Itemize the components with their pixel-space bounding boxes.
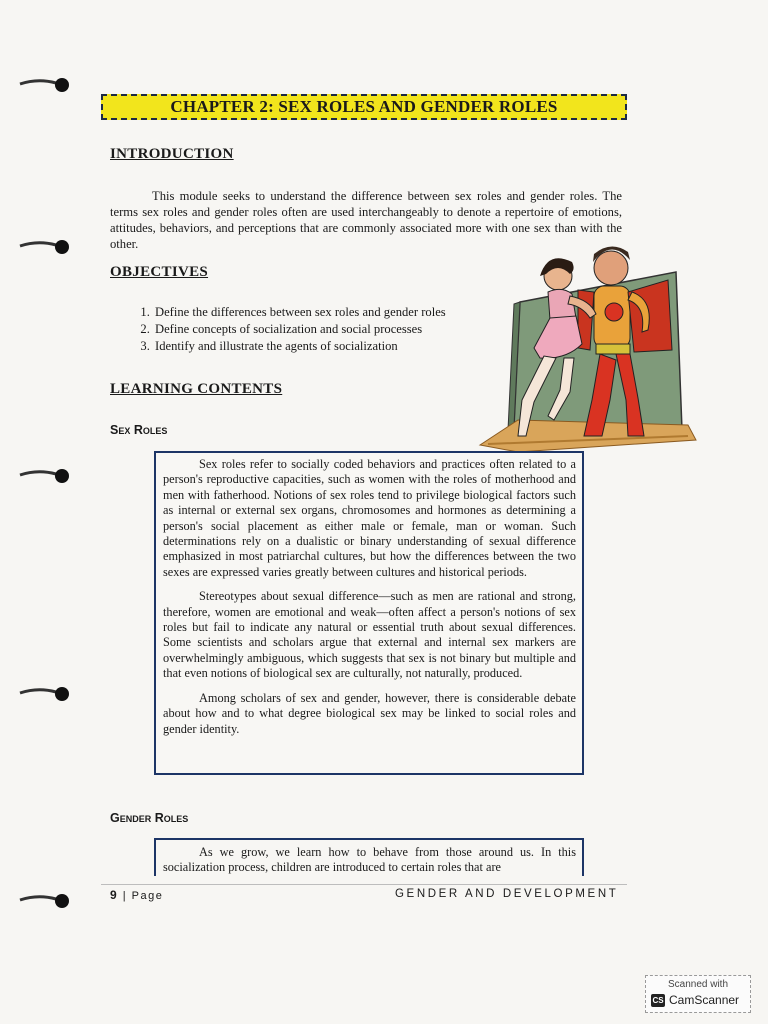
couple-illustration (478, 240, 698, 455)
sex-roles-box (154, 451, 584, 775)
objectives-list (113, 304, 533, 355)
gender-roles-box (154, 838, 584, 876)
chapter-title: CHAPTER 2: SEX ROLES AND GENDER ROLES (101, 94, 627, 120)
binder-ring-icon (18, 890, 70, 912)
sex-roles-heading: Sex Roles (110, 423, 168, 437)
page-number-value: 9 (110, 888, 119, 902)
objective-item: 2. Define concepts of socialization and social processes (153, 321, 533, 338)
introduction-heading: INTRODUCTION (110, 146, 234, 162)
footer-divider (101, 884, 627, 885)
sex-roles-paragraph: Stereotypes about sexual difference—such as men are rational and strong, therefore, women are emotional and weak—often affect a person's notions of sex roles but fail to indicate any natural or essential truth about sexual differences. Some scientists and scholars argue that external and internal sex markers are overwhelmingly ambiguous, which suggests that sex is not binary but multiple and that even notions of biological sex are culturally, not naturally, produced. (163, 589, 576, 681)
sex-roles-paragraph: Sex roles refer to socially coded behaviors and practices often related to a person's reproductive capacities, such as women with the roles of motherhood and men with fatherhood. Notions of sex roles tend to privilege biological factors such as internal or external sex organs, chromosomes and hormones as determining a person's social placement as either male or female, man or woman. Such determinations rely on a dualistic or binary understanding of sexual difference emphasized in most patriarchal cultures, but how the differences between the two sexes are expressed varies greatly between cultures and historical periods. (163, 457, 576, 579)
gender-roles-heading: Gender Roles (110, 811, 189, 825)
camscanner-watermark (645, 975, 751, 1013)
page-number (110, 888, 163, 902)
objectives-heading: OBJECTIVES (110, 264, 209, 280)
binder-ring-icon (18, 236, 70, 258)
sex-roles-paragraph: Among scholars of sex and gender, however, there is considerable debate about how and to what degree biological sex may be linked to social roles and gender identity. (163, 690, 576, 736)
objective-item: 3. Identify and illustrate the agents of socialization (153, 338, 533, 355)
camscanner-text: CamScanner (669, 993, 740, 1007)
binder-ring-icon (18, 683, 70, 705)
binder-ring-icon (18, 465, 70, 487)
learning-contents-heading: LEARNING CONTENTS (110, 381, 283, 397)
gender-roles-paragraph: As we grow, we learn how to behave from those around us. In this socialization process, children are introduced to certain roles that are (163, 845, 576, 875)
binder-ring-icon (18, 74, 70, 96)
introduction-paragraph: This module seeks to understand the difference between sex roles and gender roles. The terms sex roles and gender roles often are used interchangeably to denote a repertoire of emotions, attitudes, behaviors, and perceptions that are commonly associated more with one sex than with the other. (110, 189, 622, 251)
course-title: GENDER AND DEVELOPMENT (395, 888, 619, 900)
page-label: | Page (122, 890, 164, 902)
camscanner-logo-icon: CS (652, 996, 664, 1005)
objective-item: 1. Define the differences between sex roles and gender roles (153, 304, 533, 321)
scanned-with-text: Scanned with (667, 979, 729, 990)
